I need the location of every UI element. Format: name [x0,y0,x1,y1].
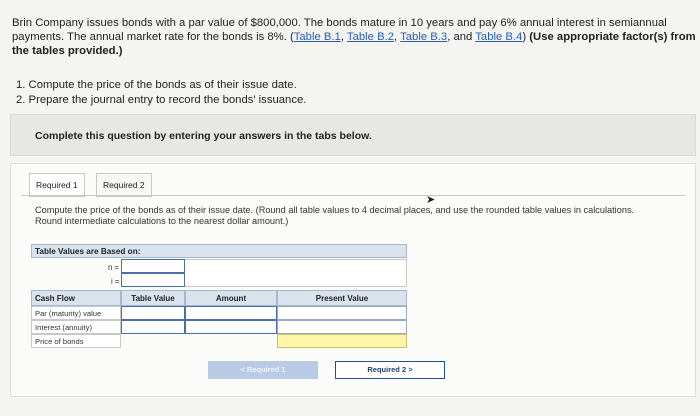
question-panel [10,163,696,397]
table-b2-link[interactable]: Table B.2 [346,31,395,43]
banner-text: Complete this question by entering your answers in the tabs below. [35,130,372,142]
interest-table-value-input[interactable] [121,320,185,334]
tab-divider [21,195,685,196]
n-label: n = [108,263,120,272]
problem-intro: Brin Company issues bonds with a par value of $800,000. The bonds mature in 10 years and pay 6% annual interest in semiannual payments. The annual market rate for the bonds is 8%. ( [12,17,667,43]
table-values-heading: Table Values are Based on: [31,244,407,258]
mouse-cursor-icon: ➤ [426,194,436,206]
i-label: i = [111,277,120,286]
instruction-banner [10,114,696,156]
header-table-value: Table Value [121,290,185,306]
tab-required-1[interactable]: Required 1 [29,173,85,197]
separator: , [394,31,401,43]
row-label-price: Price of bonds [31,334,121,348]
blank-area [185,259,407,287]
price-of-bonds-total [277,334,407,348]
table-b1-link[interactable]: Table B.1 [293,31,341,43]
prev-required-button[interactable]: < Required 1 [208,361,318,379]
present-value-table [31,244,407,352]
header-amount: Amount [185,290,277,306]
interest-amount-input[interactable] [185,320,277,334]
task-1: 1. Compute the price of the bonds as of their issue date. [16,79,297,91]
task-2: 2. Prepare the journal entry to record the bonds' issuance. [16,94,307,106]
separator: , [340,31,347,43]
interest-present-value [277,320,407,334]
i-input[interactable] [121,273,185,287]
row-label-interest: Interest (annuity) [31,320,121,334]
task-list [16,78,306,108]
n-input[interactable] [121,259,185,273]
header-cash-flow: Cash Flow [31,290,121,306]
separator: , and [447,31,476,43]
par-present-value [277,306,407,320]
problem-statement [12,16,696,58]
factor-note: (Use appropriate factor(s) from the tables provided.) [12,31,696,57]
table-b3-link[interactable]: Table B.3 [400,31,448,43]
row-label-par-value: Par (maturity) value [31,306,121,320]
separator: ) [522,31,530,43]
par-table-value-input[interactable] [121,306,185,320]
next-required-button[interactable]: Required 2 > [335,361,445,379]
table-b4-link[interactable]: Table B.4 [475,31,523,43]
par-amount-input[interactable] [185,306,277,320]
header-present-value: Present Value [277,290,407,306]
instruction-text: Compute the price of the bonds as of their issue date. (Round all table values to 4 decimal places, and use the rounded table values in calculations. Round intermediate calculations to the nearest dollar amount.) [35,205,635,226]
tab-required-2[interactable]: Required 2 [96,173,152,197]
